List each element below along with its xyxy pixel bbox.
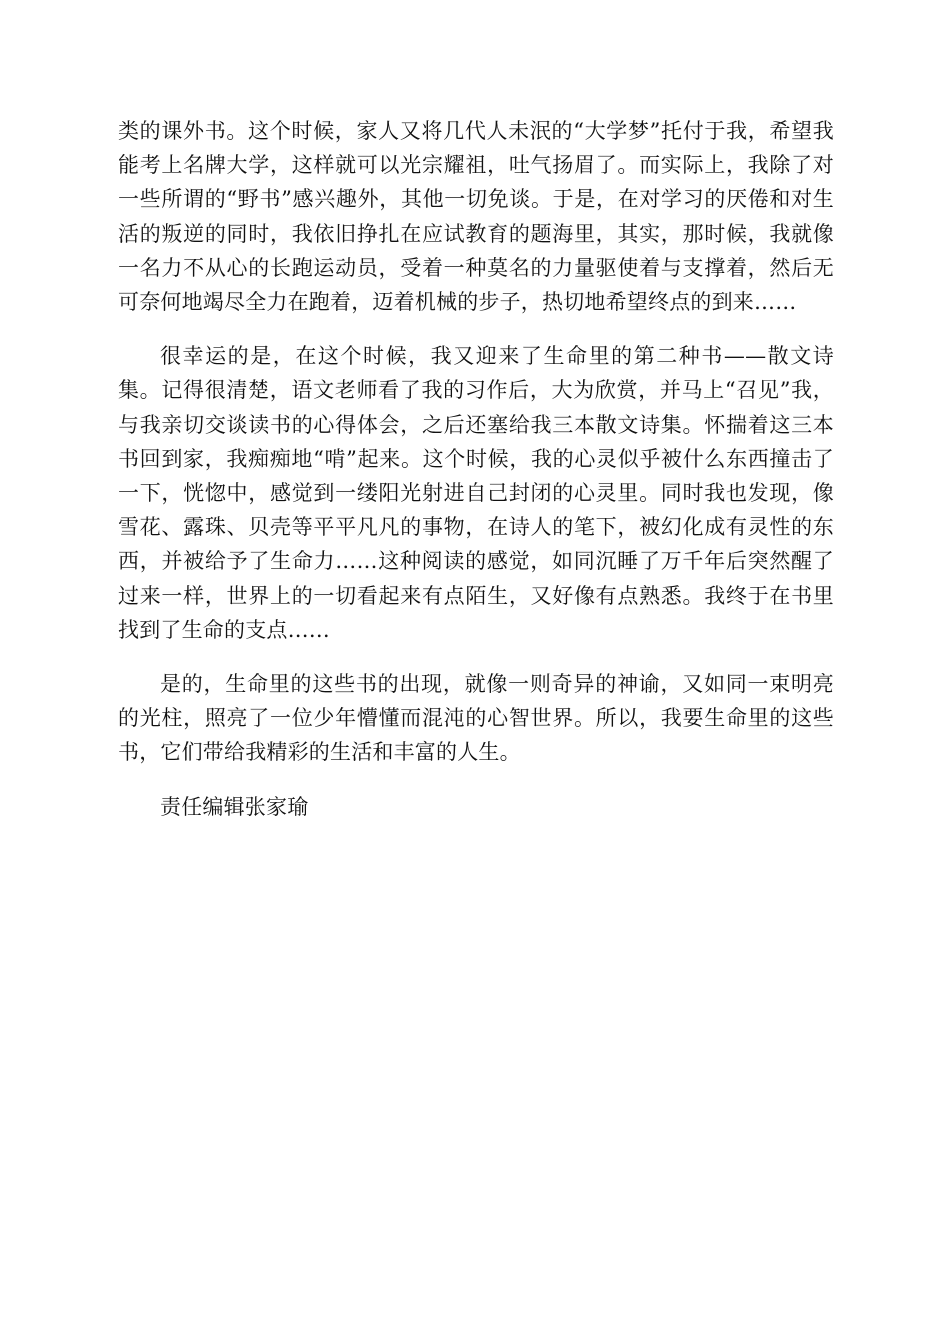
- paragraph-prose-poetry: 很幸运的是，在这个时候，我又迎来了生命里的第二种书——散文诗集。记得很清楚，语文老师看了我的习作后，大为欣赏，并马上“召见”我，与我亲切交谈读书的心得体会，之后还塞给我三本散文诗集。怀揣着这三本书回到家，我痴痴地“啃”起来。这个时候，我的心灵似乎被什么东西撞击了一下，恍惚中，感觉到一缕阳光射进自己封闭的心灵里。同时我也发现，像雪花、露珠、贝壳等平平凡凡的事物，在诗人的笔下，被幻化成有灵性的东西，并被给予了生命力……这种阅读的感觉，如同沉睡了万千年后突然醒了过来一样，世界上的一切看起来有点陌生，又好像有点熟悉。我终于在书里找到了生命的支点……: [118, 344, 834, 642]
- paragraph-conclusion: 是的，生命里的这些书的出现，就像一则奇异的神谕，又如同一束明亮的光柱，照亮了一位少年懵懂而混沌的心智世界。所以，我要生命里的这些书，它们带给我精彩的生活和丰富的人生。: [118, 672, 834, 765]
- paragraph-continuation: 类的课外书。这个时候，家人又将几代人未泯的“大学梦”托付于我，希望我能考上名牌大学，这样就可以光宗耀祖，吐气扬眉了。而实际上，我除了对一些所谓的“野书”感兴趣外，其他一切免谈。于是，在对学习的厌倦和对生活的叛逆的同时，我依旧挣扎在应试教育的题海里，其实，那时候，我就像一名力不从心的长跑运动员，受着一种莫名的力量驱使着与支撑着，然后无可奈何地竭尽全力在跑着，迈着机械的步子，热切地希望终点的到来……: [118, 119, 834, 315]
- article-body: [118, 114, 834, 844]
- editor-credit: 责任编辑张家瑜: [160, 794, 309, 819]
